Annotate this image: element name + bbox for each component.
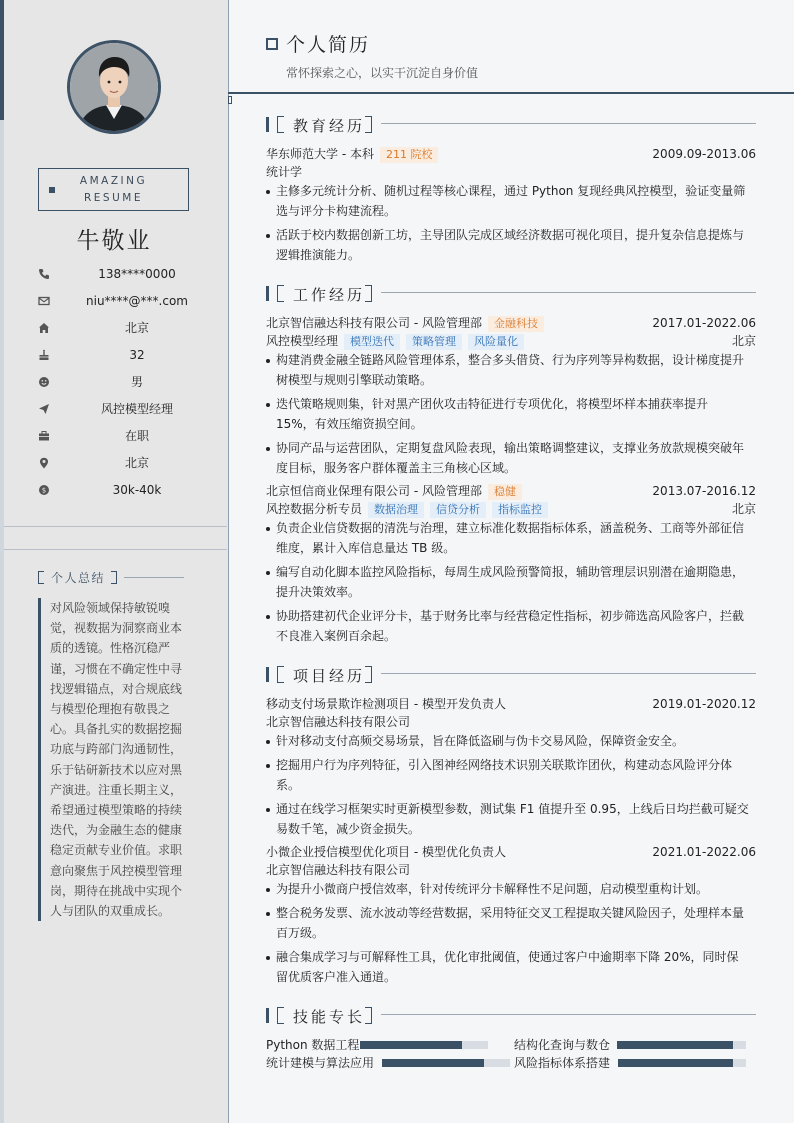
summary-heading: 个人总结: [38, 569, 188, 585]
header-marker: [228, 96, 232, 104]
job-role-row: [266, 332, 756, 350]
education-header-row: [266, 145, 756, 163]
money-icon: [38, 484, 50, 496]
info-age: 32: [38, 346, 214, 366]
job-role-row: [266, 500, 756, 518]
project-header-row: [266, 695, 756, 713]
job-period: 2017.01-2022.06: [652, 316, 756, 330]
skill-tag: 模型迭代: [344, 334, 400, 350]
job-city: 北京: [731, 502, 756, 516]
sidebar-divider: [4, 526, 227, 527]
major: 统计学: [266, 165, 303, 179]
skill-tag: 风险量化: [468, 334, 524, 350]
job-period: 2013.07-2016.12: [652, 484, 756, 498]
job-header-row: [266, 482, 756, 500]
school-tag: 211 院校: [380, 147, 439, 163]
list-item: 通过在线学习框架实时更新模型参数，测试集 F1 值提升至 0.95，上线后日均拦截可疑交易数千笔，减少资金损失。: [266, 799, 750, 839]
info-gender: 男: [38, 373, 214, 393]
list-item: 融合集成学习与可解释性工具，优化审批阈值，使通过客户中逾期率下降 20%，同时保留优质客户准入通道。: [266, 947, 750, 987]
skill-bar: [617, 1041, 746, 1049]
section-heading-work: 工作经历: [266, 284, 756, 304]
avatar: [67, 40, 161, 134]
send-icon: [38, 403, 50, 415]
skill-item: [514, 1036, 746, 1054]
briefcase-icon: [38, 430, 50, 442]
skill-bar-fill: [360, 1041, 462, 1049]
project-org: 北京智信融达科技有限公司: [266, 715, 411, 729]
project-org: 北京智信融达科技有限公司: [266, 863, 411, 877]
info-position: 风控模型经理: [38, 400, 214, 420]
smile-icon: [38, 376, 50, 388]
list-item: 挖掘用户行为序列特征，引入图神经网络技术识别关联欺诈团伙，构建动态风险评分体系。: [266, 755, 750, 795]
school-name: 华东师范大学 - 本科: [266, 147, 374, 161]
list-item: 负责企业信贷数据的清洗与治理，建立标准化数据指标体系，涵盖税务、工商等外部征信维度，累计入库信息量达 TB 级。: [266, 518, 750, 558]
project-header-row: [266, 843, 756, 861]
email-icon: [38, 295, 50, 307]
education-period: 2009.09-2013.06: [652, 147, 756, 161]
skill-bar-fill: [617, 1041, 733, 1049]
list-item: 为提升小微商户授信效率，针对传统评分卡解释性不足问题，启动模型重构计划。: [266, 879, 750, 899]
job-header-row: [266, 314, 756, 332]
phone-icon: [38, 268, 50, 280]
sidebar-divider: [4, 549, 227, 550]
job-role: 风控模型经理: [266, 334, 339, 348]
badge-line2: RESUME: [84, 192, 143, 204]
skill-bar-fill: [618, 1059, 733, 1067]
skill-name: 统计建模与算法应用: [266, 1056, 375, 1070]
info-location: 北京: [38, 454, 214, 474]
list-item: 协同产品与运营团队，定期复盘风险表现，输出策略调整建议，支撑业务放款规模突破年度目标，服务客户群体覆盖主三角核心区域。: [266, 438, 750, 478]
list-item: 构建消费金融全链路风险管理体系，整合多头借贷、行为序列等异构数据，设计梯度提升树模型与规则引擎联动策略。: [266, 350, 750, 390]
skill-item: [266, 1054, 510, 1072]
location-pin-icon: [38, 457, 50, 469]
info-home: 北京: [38, 319, 214, 339]
job-city: 北京: [731, 334, 756, 348]
company-tag: 稳健: [488, 484, 522, 500]
skill-item: [514, 1054, 746, 1072]
badge-line1: AMAZING: [79, 175, 148, 187]
cake-icon: [38, 349, 50, 361]
svg-text:$: $: [41, 486, 47, 495]
skill-name: 风险指标体系搭建: [514, 1056, 611, 1070]
skill-bar: [618, 1059, 746, 1067]
section-heading-education: 教育经历: [266, 115, 756, 135]
summary-text: 对风险领域保持敏锐嗅觉，视数据为洞察商业本质的透镜。性格沉稳严谨，习惯在不确定性中寻找逻辑锚点，对合规底线与模型伦理抱有敬畏之心。具备扎实的数据挖掘功底与跨部门沟通韧性，乐于钻研新技术以应对黑产演进。注重长期主义，希望通过模型策略的持续迭代，为金融生态的健康稳定贡献专业价值。求职意向聚焦于风控模型管理岗，期待在挑战中实现个人与团队的双重成长。: [50, 601, 183, 919]
company-name: 北京智信融达科技有限公司 - 风险管理部: [266, 316, 482, 330]
skill-bar: [382, 1059, 510, 1067]
project-period: 2021.01-2022.06: [652, 845, 756, 859]
amazing-resume-badge: [38, 168, 189, 211]
home-icon: [38, 322, 50, 334]
page-title: 个人简历: [286, 34, 371, 56]
info-email: niu****@***.com: [38, 292, 214, 312]
skill-tag: 指标监控: [492, 502, 548, 518]
skill-item: [266, 1036, 488, 1054]
project-name: 移动支付场景欺诈检测项目 - 模型开发负责人: [266, 697, 506, 711]
sidebar: [0, 0, 229, 1123]
list-item: 迭代策略规则集，针对黑产团伙攻击特征进行专项优化，将模型坏样本捕获率提升 15%，有效压缩资损空间。: [266, 394, 750, 434]
list-item: 协助搭建初代企业评分卡，基于财务比率与经营稳定性指标，初步筛选高风险客户，拦截不良准入案例百余起。: [266, 606, 750, 646]
candidate-name: 牛敬业: [76, 228, 152, 254]
skill-name: Python 数据工程: [266, 1038, 360, 1052]
company-name: 北京恒信商业保理有限公司 - 风险管理部: [266, 484, 482, 498]
header-divider: [228, 92, 794, 94]
list-item: 主修多元统计分析、随机过程等核心课程，通过 Python 复现经典风控模型，验证变量筛选与评分卡构建流程。: [266, 181, 750, 221]
skill-bar: [360, 1041, 488, 1049]
company-tag: 金融科技: [488, 316, 544, 332]
project-org-row: [266, 713, 756, 731]
section-heading-projects: 项目经历: [266, 665, 756, 685]
education-major-row: [266, 163, 756, 181]
skill-bar-fill: [382, 1059, 484, 1067]
list-item: 编写自动化脚本监控风险指标，每周生成风险预警简报，辅助管理层识别潜在逾期隐患，提升决策效率。: [266, 562, 750, 602]
summary-text-block: [38, 598, 189, 921]
job-role: 风控数据分析专员: [266, 502, 363, 516]
info-salary: $ 30k-40k: [38, 481, 214, 501]
project-org-row: [266, 861, 756, 879]
info-status: 在职: [38, 427, 214, 447]
title-square-icon: [266, 38, 278, 50]
skill-name: 结构化查询与数仓: [514, 1038, 611, 1052]
skill-tag: 数据治理: [368, 502, 424, 518]
list-item: 整合税务发票、流水波动等经营数据，采用特征交叉工程提取关键风险因子，处理样本量百万级。: [266, 903, 750, 943]
sidebar-strip: [0, 0, 4, 1123]
page-subtitle: 常怀探索之心，以实干沉淀自身价值: [286, 66, 479, 80]
skill-tag: 信贷分析: [430, 502, 486, 518]
skill-tag: 策略管理: [406, 334, 462, 350]
list-item: 活跃于校内数据创新工坊，主导团队完成区域经济数据可视化项目，提升复杂信息提炼与逻辑推演能力。: [266, 225, 750, 265]
project-period: 2019.01-2020.12: [652, 697, 756, 711]
section-heading-skills: 技能专长: [266, 1006, 756, 1026]
list-item: 针对移动支付高频交易场景，旨在降低盗刷与伪卡交易风险，保障资金安全。: [266, 731, 750, 751]
info-phone: 138****0000: [38, 265, 214, 285]
project-name: 小微企业授信模型优化项目 - 模型优化负责人: [266, 845, 506, 859]
